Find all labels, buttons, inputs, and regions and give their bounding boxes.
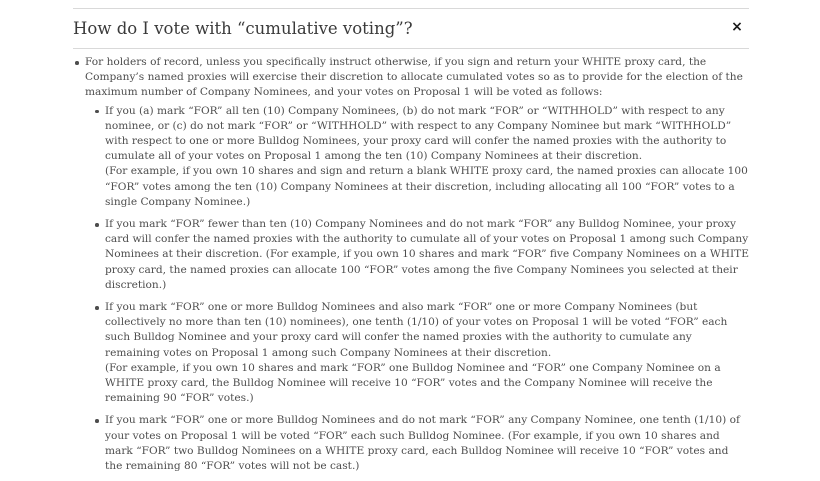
item-example: (For example, if you own 10 shares and sign and return a blank WHITE proxy card, the named proxies can allocate 100 “FOR” votes among the ten (10) Company Nominees at their discretion, including allocating all 100 “FOR” votes to a single Company Nominee.) [105,165,748,208]
item-text: If you mark “FOR” one or more Bulldog Nominees and do not mark “FOR” any Company Nominee, one tenth (1/10) of your votes on Proposal 1 will be voted “FOR” each such Bulldog Nominee. (For example, if you own 10 shares and mark “FOR” two Bulldog Nominees on a WHITE proxy card, each Bulldog Nominee will receive 10 “FOR” votes and the remaining 80 “FOR” votes will not be cast.) [105,414,740,473]
close-icon[interactable]: × [731,19,743,35]
bullet-icon [95,223,99,227]
faq-panel [73,9,749,473]
bullet-icon [95,306,99,310]
answer-list [73,55,749,474]
list-item [85,217,749,293]
item-text: If you mark “FOR” fewer than ten (10) Company Nominees and do not mark “FOR” any Bulldog Nominee, your proxy card will confer the named proxies with the authority to cumulate all of your votes on Proposal 1 among such Company Nominees at their discretion. (For example, if you own 10 shares and mark “FOR” five Company Nominees on a WHITE proxy card, the named proxies can allocate 100 “FOR” votes among the five Company Nominees you selected at their discretion.) [105,218,749,291]
faq-answer [73,55,749,481]
item-text: If you (a) mark “FOR” all ten (10) Company Nominees, (b) do not mark “FOR” or “WITHHOLD” with respect to any nominee, or (c) do not mark “FOR” or “WITHHOLD” with respect to any Company Nominee but mark “WITHHOLD” with respect to one or more Bulldog Nominees, your proxy card will confer the named proxies with the authority to cumulate all of your votes on Proposal 1 among the ten (10) Company Nominees at their discretion. [105,104,732,163]
bullet-icon [95,419,99,423]
item-text: If you mark “FOR” one or more Bulldog Nominees and also mark “FOR” one or more Company Nominees (but collectively no more than ten (10) nominees), one tenth (1/10) of your votes on Proposal 1 will be voted “FOR” each such Bulldog Nominee and your proxy card will confer the named proxies with the authority to cumulate any remaining votes on Proposal 1 among such Company Nominees at their discretion. [105,301,728,359]
intro-text: For holders of record, unless you specifically instruct otherwise, if you sign and return your WHITE proxy card, the Company’s named proxies will exercise their discretion to allocate cumulated votes so as to provide for the election of the maximum number of Company Nominees, and your votes on Proposal 1 will be voted as follows: [85,56,743,99]
list-item [85,413,749,474]
item-example: (For example, if you own 10 shares and mark “FOR” one Bulldog Nominee and “FOR” one Company Nominee on a WHITE proxy card, the Bulldog Nominee will receive 10 “FOR” votes and the Company Nominee will receive the remaining 90 “FOR” votes.) [105,361,721,405]
list-item [85,300,749,406]
faq-question-title[interactable]: How do I vote with “cumulative voting”? [73,19,413,38]
sub-list [85,104,749,475]
bullet-icon [75,61,79,65]
list-item [85,104,749,210]
list-item [73,55,749,474]
bullet-icon [95,110,99,114]
faq-header[interactable] [73,9,749,49]
header-divider [73,48,749,49]
